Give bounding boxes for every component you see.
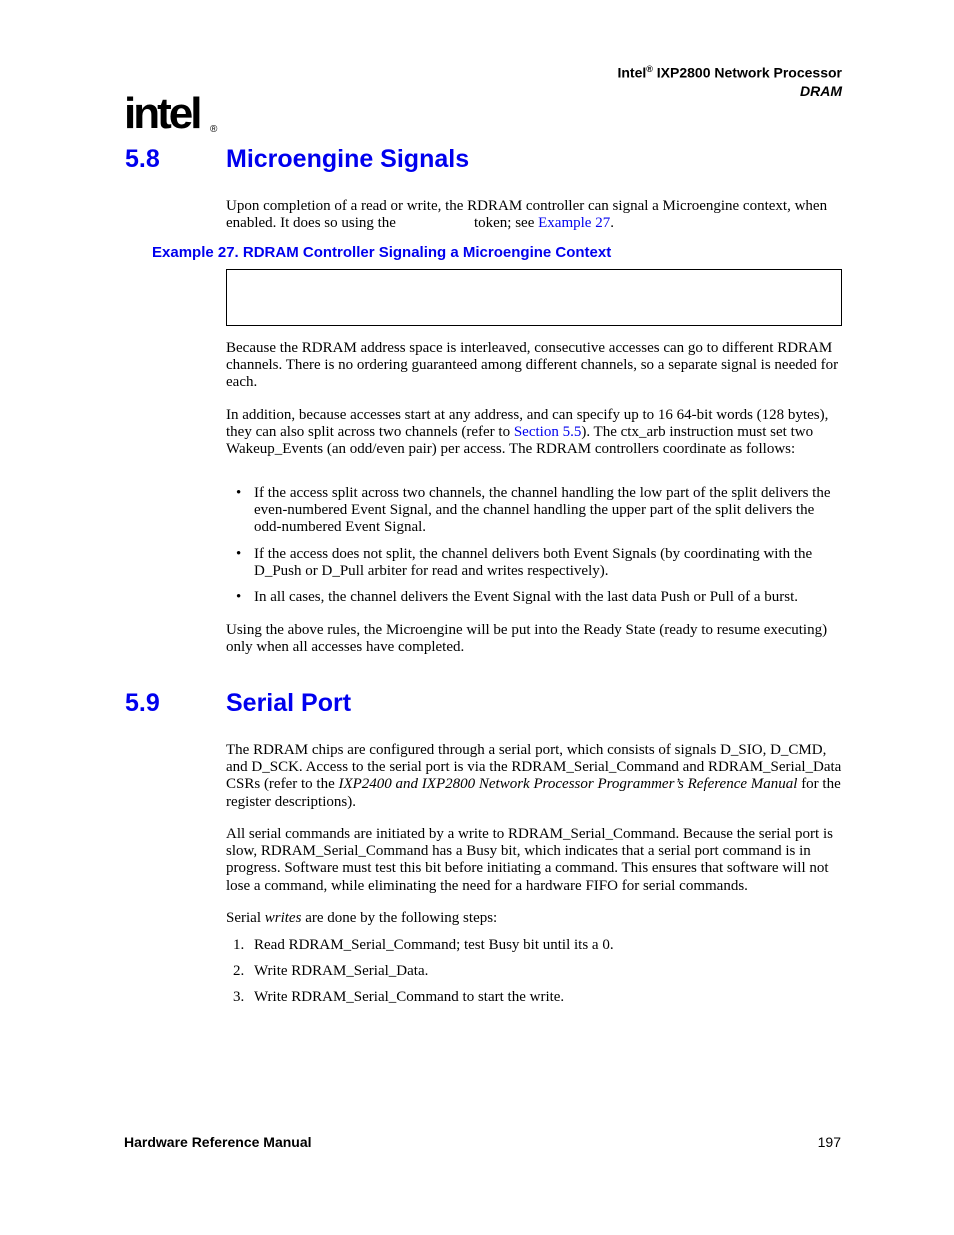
intel-logo (124, 86, 224, 146)
paragraph: Serial writes are done by the following steps: (226, 910, 498, 926)
list-number: 2. (233, 963, 245, 980)
bullet-icon: • (236, 485, 242, 501)
paragraph: Using the above rules, the Microengine will be put into the Ready State (ready to resume executing) only when all accesses have completed. (226, 622, 828, 656)
numbered-list (226, 937, 842, 1016)
header-product: Intel® IXP2800 Network Processor (617, 64, 842, 81)
list-item: 1. Read RDRAM_Serial_Command; test Busy bit until its a 0. (233, 937, 614, 953)
section-number: 5.8 (125, 145, 160, 173)
section-heading-5-9 (125, 689, 351, 718)
section-5-5-link[interactable]: Section 5.5 (513, 424, 582, 441)
example-code-box (226, 269, 842, 326)
paragraph: Because the RDRAM address space is interleaved, consecutive accesses can go to different RDRAM channels. There is no ordering guaranteed among different channels, so a separate signal is needed for each. (226, 340, 839, 391)
bullet-list (226, 485, 842, 615)
section-title: Microengine Signals (226, 145, 470, 173)
bullet-icon: • (236, 589, 242, 606)
list-number: 3. (233, 989, 245, 1006)
example-27-link[interactable]: Example 27 (538, 215, 611, 232)
list-item: • If the access does not split, the channel delivers both Event Signals (by coordinating with the D_Push or D_Pull arbiter for read and writes respectively). (236, 545, 813, 579)
list-number: 1. (233, 937, 245, 953)
footer-title: Hardware Reference Manual (124, 1134, 312, 1150)
paragraph: The RDRAM chips are configured through a serial port, which consists of signals D_SIO, D_CMD, and D_SCK. Access to the serial port is via the RDRAM_Serial_Command and RDRAM_Serial_Data CSRs (refer to the IXP2400 and IXP2800 Network Processor Programmer’s Reference Manual for the register descriptions). (226, 742, 842, 810)
paragraph: Upon completion of a read or write, the RDRAM controller can signal a Microengine context, when enabled. It does so using the token; see Example 27. (226, 198, 828, 232)
list-item: • If the access split across two channels, the channel handling the low part of the split delivers the even-numbered Event Signal, and the channel handling the upper part of the split delivers the odd-numbered Event Signal. (236, 485, 831, 536)
bullet-icon: • (236, 545, 242, 562)
page-number: 197 (817, 1134, 841, 1150)
logo-text: intel (124, 89, 200, 138)
section-heading-5-8 (125, 145, 469, 174)
section-title: Serial Port (226, 689, 352, 717)
section-number: 5.9 (125, 689, 160, 717)
paragraph: In addition, because accesses start at any address, and can specify up to 16 64-bit words (128 bytes), they can also split across two channels (refer to Section 5.5). The ctx_arb instruction must set two Wakeup_Events (an odd/even pair) per access. The RDRAM controllers coordinate as follows: (226, 407, 829, 458)
example-title: Example 27. RDRAM Controller Signaling a Microengine Context (152, 244, 612, 261)
logo-reg: ® (210, 124, 218, 135)
header-section: DRAM (800, 82, 842, 99)
list-item: 3. Write RDRAM_Serial_Command to start the write. (233, 989, 565, 1006)
list-item: 2. Write RDRAM_Serial_Data. (233, 963, 429, 980)
list-item: • In all cases, the channel delivers the Event Signal with the last data Push or Pull of a burst. (236, 589, 799, 606)
paragraph: All serial commands are initiated by a write to RDRAM_Serial_Command. Because the serial port is slow, RDRAM_Serial_Command has a Busy bit, which indicates that a serial port command is in progress. Software must test this bit before initiating a command. This ensures that software will not lose a command, while eliminating the need for a hardware FIFO for serial commands. (226, 826, 833, 894)
running-header (617, 60, 842, 100)
